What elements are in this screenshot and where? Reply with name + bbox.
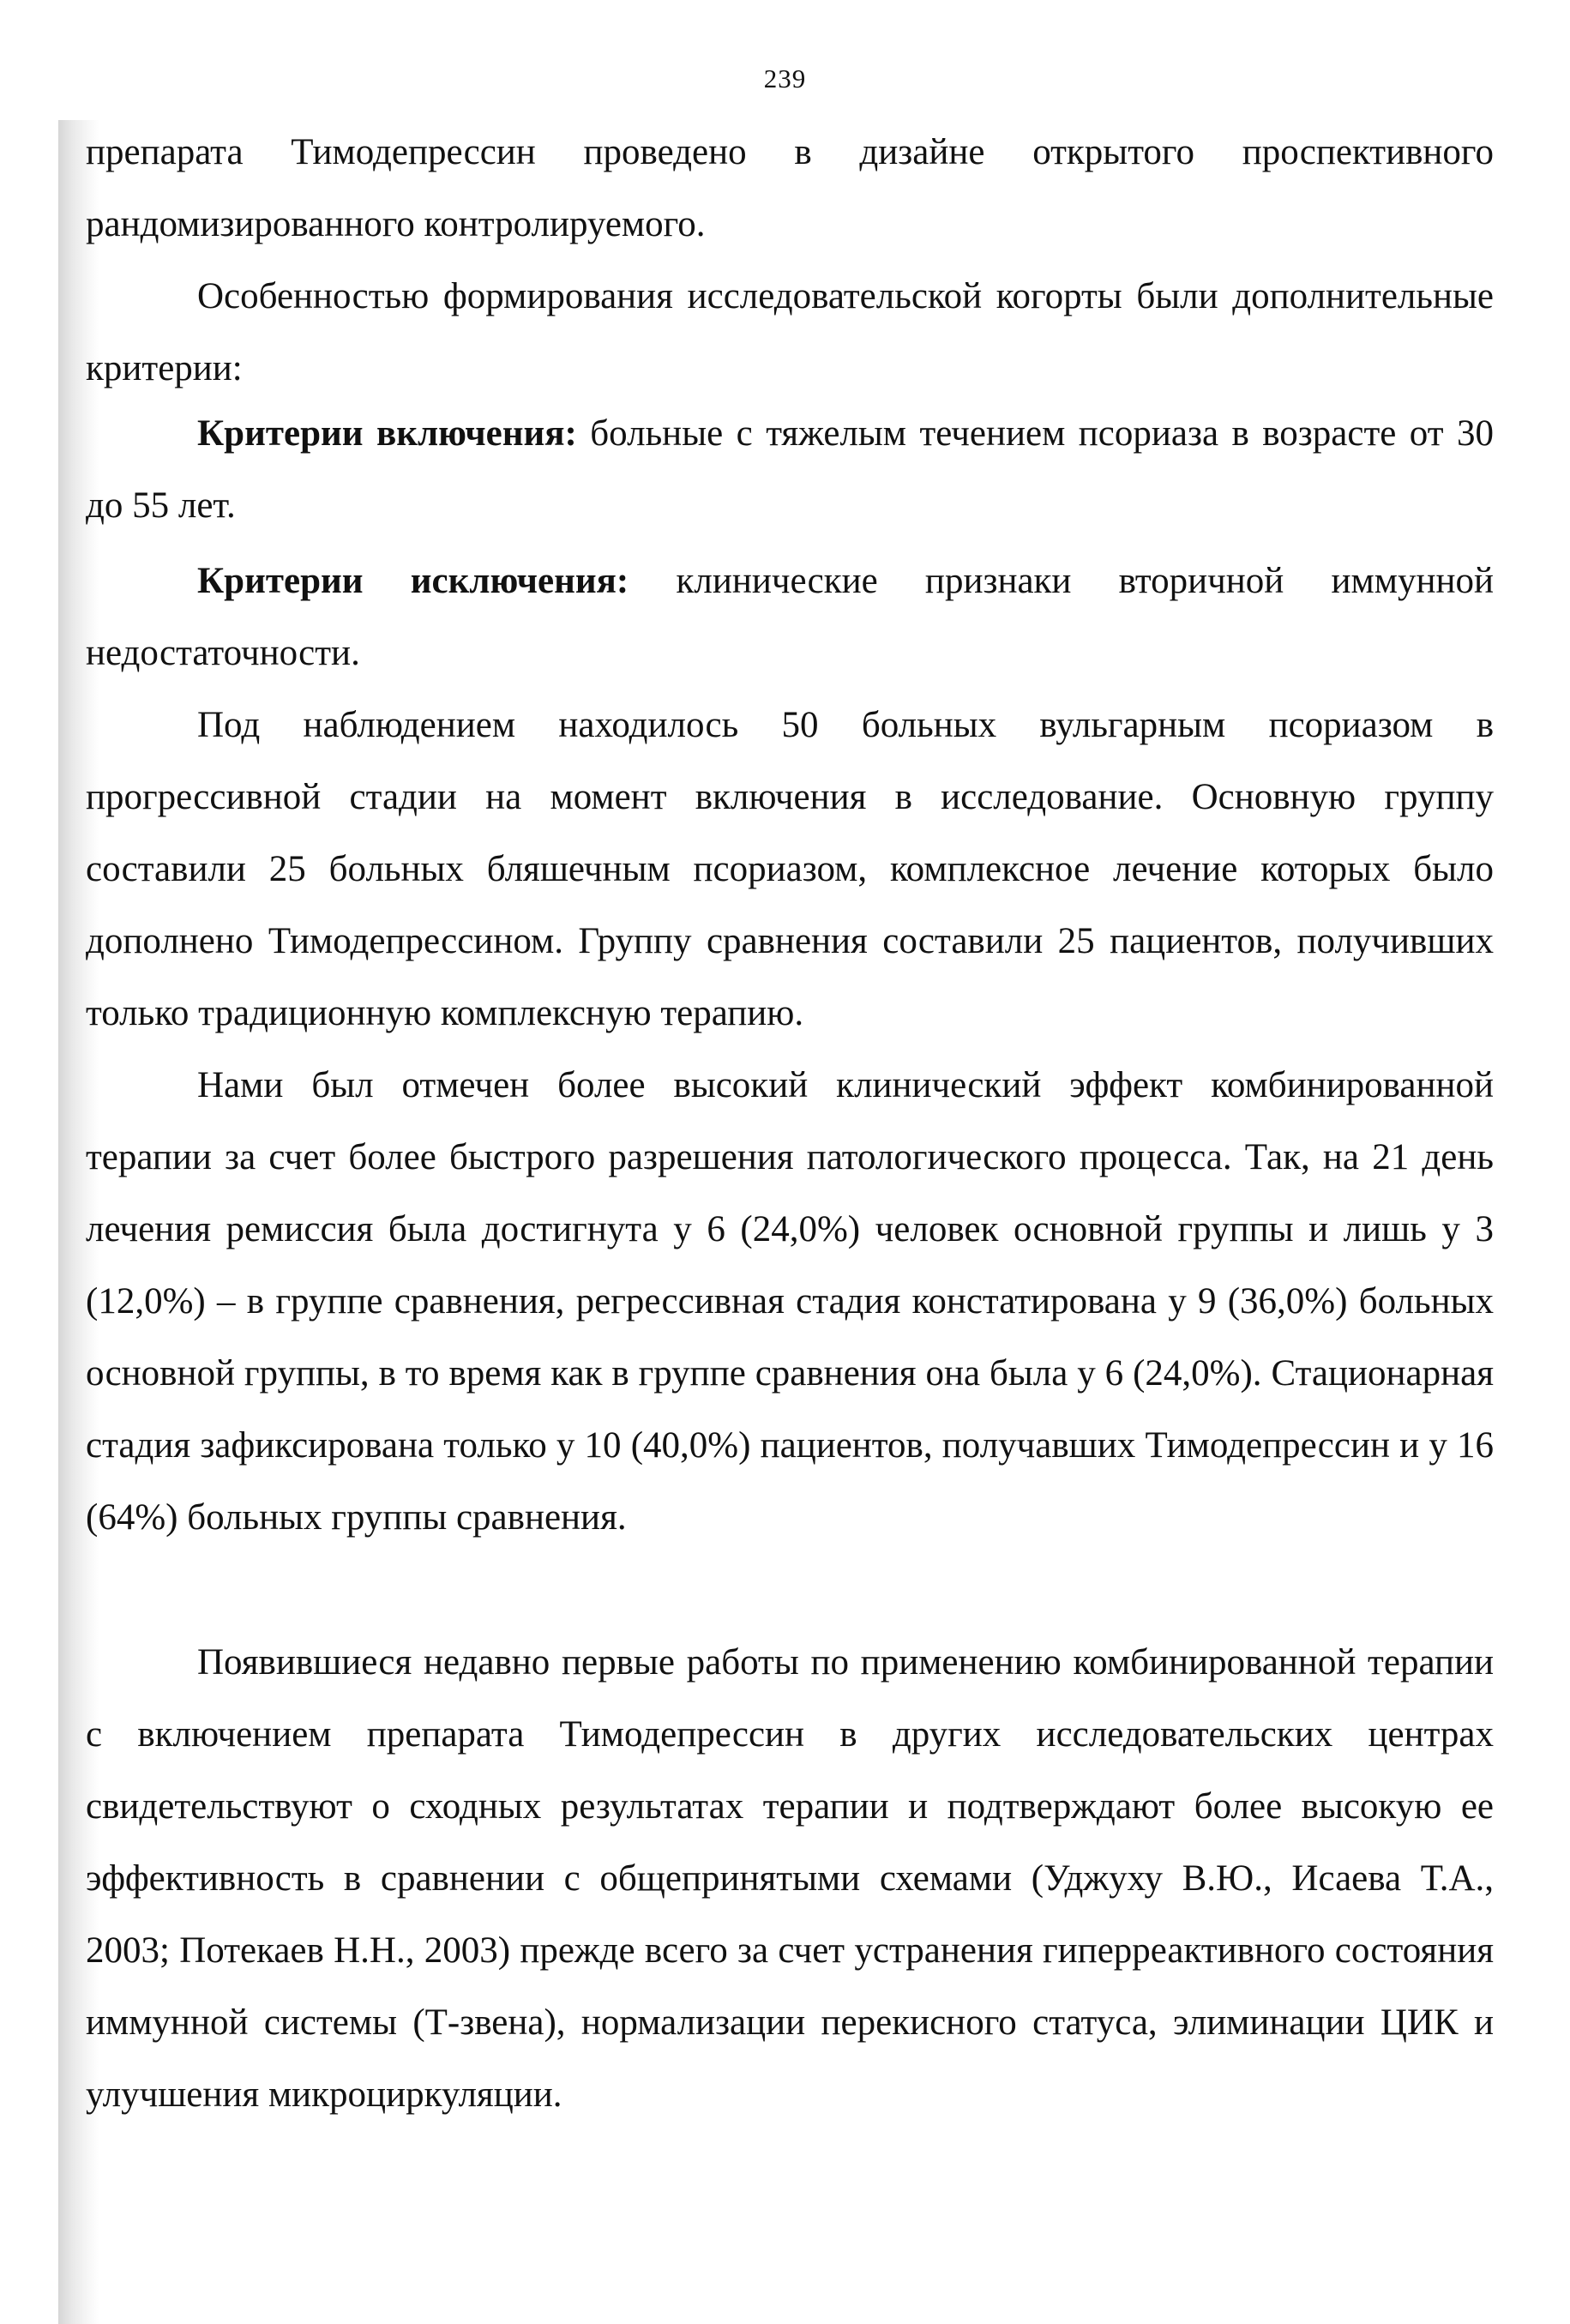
paragraph-cohort-features: Особенностью формирования исследовательской когорты были дополнительные критерии: — [86, 276, 1494, 388]
paragraph-other-studies: Появившиеся недавно первые работы по применению комбинированной терапии с включением препарата Тимодепрессин в других исследовательских центрах свидетельствуют о сходных результатах терапии и подтверждают более высокую ее эффективность в сравнении с общепринятыми схемами (Уджуху В.Ю., Исаева Т.А., 2003; Потекаев Н.Н., 2003) прежде всего за счет устранения гиперреактивного состояния иммунной системы (Т-звена), нормализации перекисного статуса, элиминации ЦИК и улучшения микроциркуляции. — [86, 1642, 1494, 2115]
paragraph-clinical-effect: Нами был отмечен более высокий клинический эффект комбинированной терапии за счет более быстрого разрешения патологического процесса. Так, на 21 день лечения ремиссия была достигнута у 6 (24,0%) человек основной группы и лишь у 3 (12,0%) – в группе сравнения, регрессивная стадия констатирована у 9 (36,0%) больных основной группы, в то время как в группе сравнения она была у 6 (24,0%). Стационарная стадия зафиксирована только у 10 (40,0%) пациентов, получавших Тимодепрессин и у 16 (64%) больных группы сравнения. — [86, 1065, 1494, 1538]
paragraph-inclusion-criteria — [86, 398, 1494, 542]
exclusion-criteria-text: клинические признаки вторичной иммунной недостаточности. — [86, 561, 1494, 673]
paragraph-patient-groups: Под наблюдением находилось 50 больных вульгарным псориазом в прогрессивной стадии на момент включения в исследование. Основную группу составили 25 больных бляшечным псориазом, комплексное лечение которых было дополнено Тимодепрессином. Группу сравнения составили 25 пациентов, получивших только традиционную комплексную терапию. — [86, 705, 1494, 1033]
page-number: 239 — [763, 63, 807, 93]
inclusion-criteria-text: больные с тяжелым течением псориаза в возрасте от 30 до 55 лет. — [86, 413, 1494, 526]
paragraph-exclusion-criteria — [86, 545, 1494, 689]
exclusion-criteria-label: Критерии исключения: — [197, 561, 629, 601]
paragraph-study-design: препарата Тимодепрессин проведено в дизайне открытого проспективного рандомизированного контролируемого. — [86, 132, 1494, 244]
inclusion-criteria-label: Критерии включения: — [197, 413, 577, 454]
